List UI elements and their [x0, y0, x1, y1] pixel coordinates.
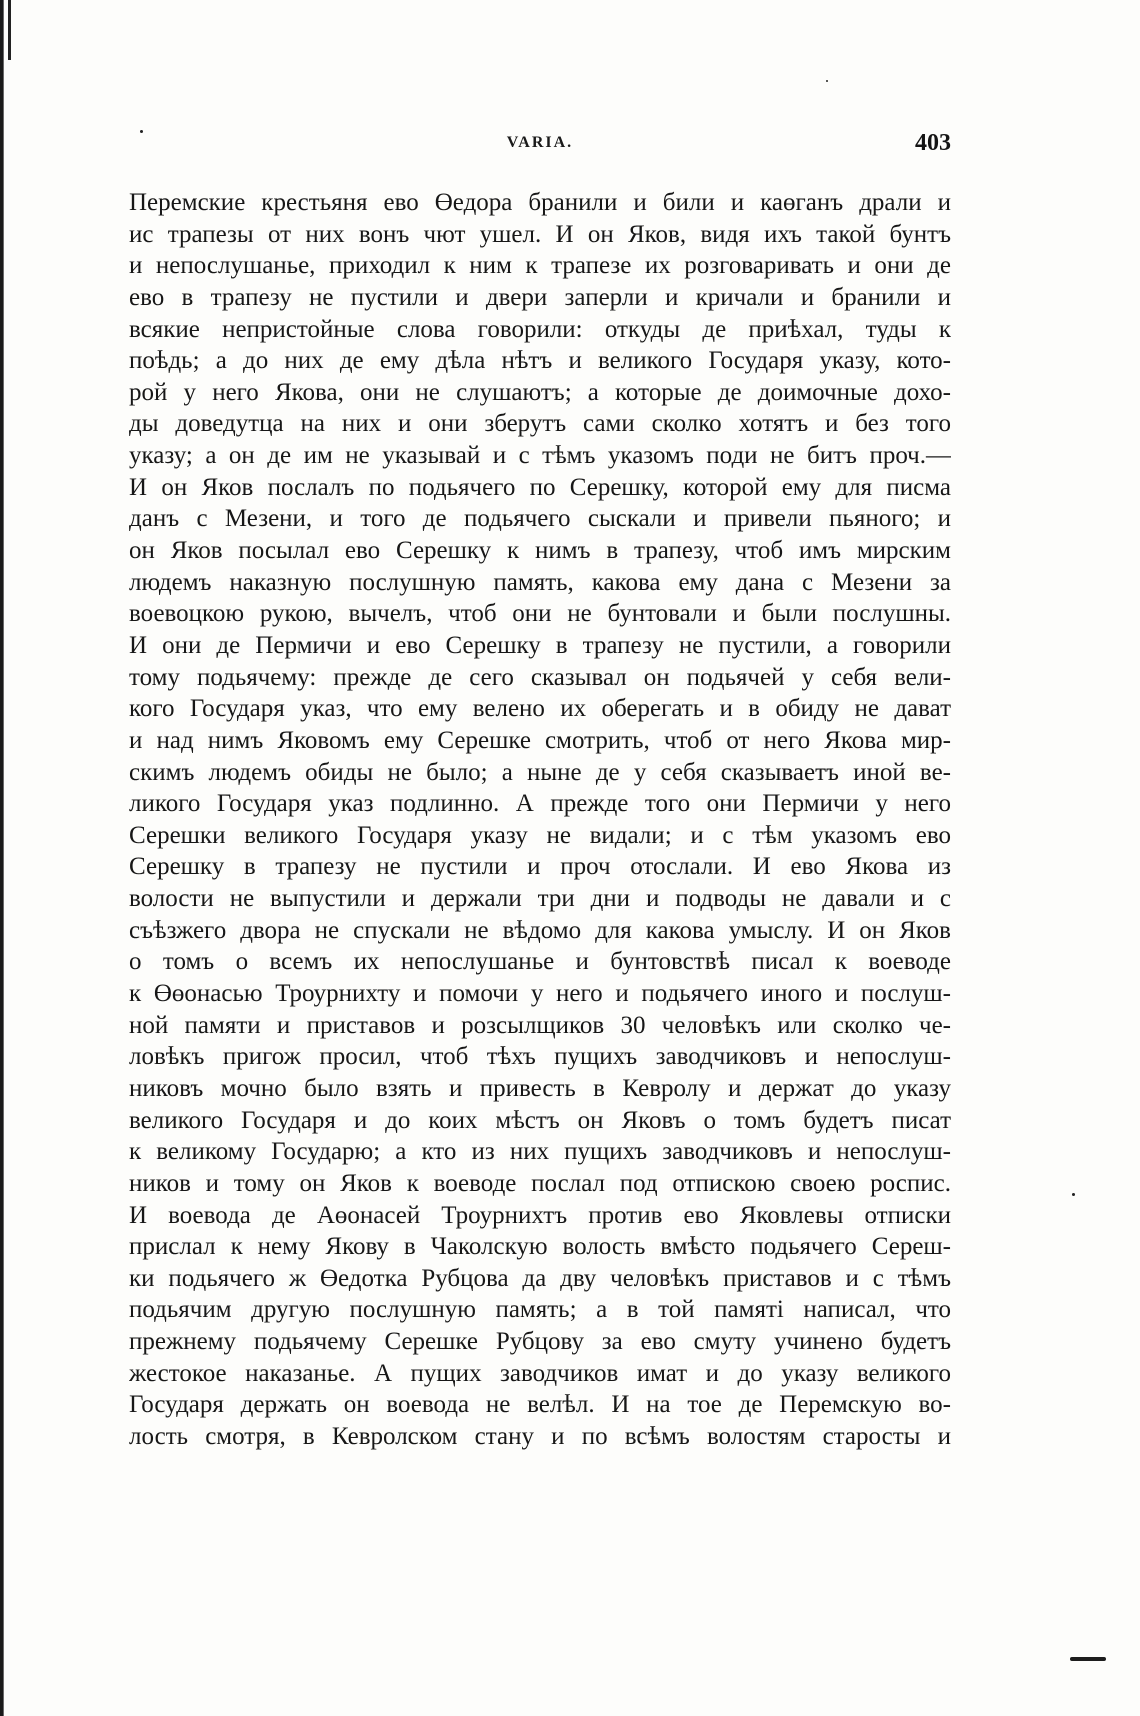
- text-line: ево в трапезу не пустили и двери заперли и кричали и бранили и: [129, 283, 951, 311]
- text-line: Государя держать он воевода не велѣл. И на тое де Перемскую во-: [129, 1391, 951, 1419]
- text-line: подьячим другую послушную память; а в той памяті написал, что: [129, 1296, 951, 1324]
- text-line: никовъ мочно было взять и привесть в Кевролу и держат до указу: [129, 1074, 951, 1102]
- text-line: ной памяти и приставов и розсылщиков 30 человѣкъ или сколко че-: [129, 1011, 951, 1039]
- text-line: и непослушанье, приходил к ним к трапезе их розговаривать и они де: [129, 252, 951, 280]
- text-line: поѣдь; а до них де ему дѣла нѣтъ и великого Государя указу, кото-: [129, 347, 951, 375]
- text-line: И воевода де Аөонасей Троурнихтъ против ево Яковлевы отписки: [129, 1201, 951, 1229]
- text-line: рой у него Якова, они не слушаютъ; а которые де доимочные дохо-: [129, 378, 951, 406]
- text-line: съѣзжего двора не спускали не вѣдомо для какова умыслу. И он Яков: [129, 916, 951, 944]
- text-line: тому подьячему: прежде де сего сказывал он подьячей у себя вели-: [129, 663, 951, 691]
- text-line: ды доведутца на них и они зберутъ сами сколко хотятъ и без того: [129, 410, 951, 438]
- text-line: ки подьячего ж Өедотка Рубцова да дву человѣкъ приставов и с тѣмъ: [129, 1264, 951, 1292]
- text-line: великого Государя и до коих мѣстъ он Яковъ о томъ будетъ писат: [129, 1106, 951, 1134]
- scan-speck: [1072, 1193, 1075, 1196]
- text-line: указу; а он де им не указывай и с тѣмъ указомъ поди не битъ проч.—: [129, 442, 951, 470]
- scan-binding-edge: [0, 0, 6, 1716]
- scan-speck: [826, 80, 828, 82]
- text-line: Серешки великого Государя указу не видали; и с тѣм указомъ ево: [129, 821, 951, 849]
- text-line: всякие непристойные слова говорили: откуды де приѣхал, туды к: [129, 315, 951, 343]
- text-line: данъ с Мезени, и того де подьячего сыскали и привели пьяного; и: [129, 505, 951, 533]
- text-line: к Өөонасью Троурнихту и помочи у него и подьячего иного и послуш-: [129, 980, 951, 1008]
- scan-binding-edge-top: [0, 0, 14, 60]
- text-line: ликого Государя указ подлинно. А прежде того они Пермичи у него: [129, 790, 951, 818]
- text-line: волости не выпустили и держали три дни и подводы не давали и с: [129, 885, 951, 913]
- running-title: VARIA.: [506, 134, 574, 151]
- text-line: ловѣкъ пригож просил, чтоб тѣхъ пущихъ заводчиковъ и непослуш-: [129, 1043, 951, 1071]
- text-line: И они де Пермичи и ево Серешку в трапезу не пустили, а говорили: [129, 631, 951, 659]
- text-line: прислал к нему Якову в Чаколскую волость вмѣсто подьячего Сереш-: [129, 1233, 951, 1261]
- page-number: 403: [915, 130, 951, 156]
- text-line: воевоцкою рукою, вычелъ, чтоб они не бунтовали и были послушны.: [129, 600, 951, 628]
- text-line: ников и тому он Яков к воеводе послал под отпискою своею роспис.: [129, 1169, 951, 1197]
- text-line: людемъ наказную послушную память, какова ему дана с Мезени за: [129, 568, 951, 596]
- text-line: к великому Государю; а кто из них пущихъ заводчиковъ и непослуш-: [129, 1138, 951, 1166]
- text-line: и над нимъ Яковомъ ему Серешке смотрить, чтоб от него Якова мир-: [129, 726, 951, 754]
- running-header: [129, 130, 951, 164]
- text-line: жестокое наказанье. А пущих заводчиков имат и до указу великого: [129, 1359, 951, 1387]
- text-line: И он Яков послалъ по подьячего по Серешку, которой ему для писма: [129, 473, 951, 501]
- text-line: он Яков посылал ево Серешку к нимъ в трапезу, чтоб имъ мирским: [129, 537, 951, 565]
- scan-mark: [1070, 1657, 1106, 1661]
- text-line: о томъ о всемъ их непослушанье и бунтовствѣ писал к воеводе: [129, 948, 951, 976]
- text-line: прежнему подьячему Серешке Рубцову за ево смуту учинено будетъ: [129, 1328, 951, 1356]
- text-line: кого Государя указ, что ему велено их оберегать и в обиду не дават: [129, 695, 951, 723]
- text-line: Серешку в трапезу не пустили и проч отослали. И ево Якова из: [129, 853, 951, 881]
- text-line: лость смотря, в Кевролском стану и по всѣмъ волостям старосты и: [129, 1422, 951, 1450]
- text-line: скимъ людемъ обиды не было; а ныне де у себя сказываетъ иной ве-: [129, 758, 951, 786]
- body-text: [129, 187, 951, 1453]
- text-line: Перемские крестьяня ево Өедора бранили и били и каөганъ драли и: [129, 189, 951, 216]
- text-line: ис трапезы от них вонъ чют ушел. И он Яков, видя ихъ такой бунтъ: [129, 220, 951, 248]
